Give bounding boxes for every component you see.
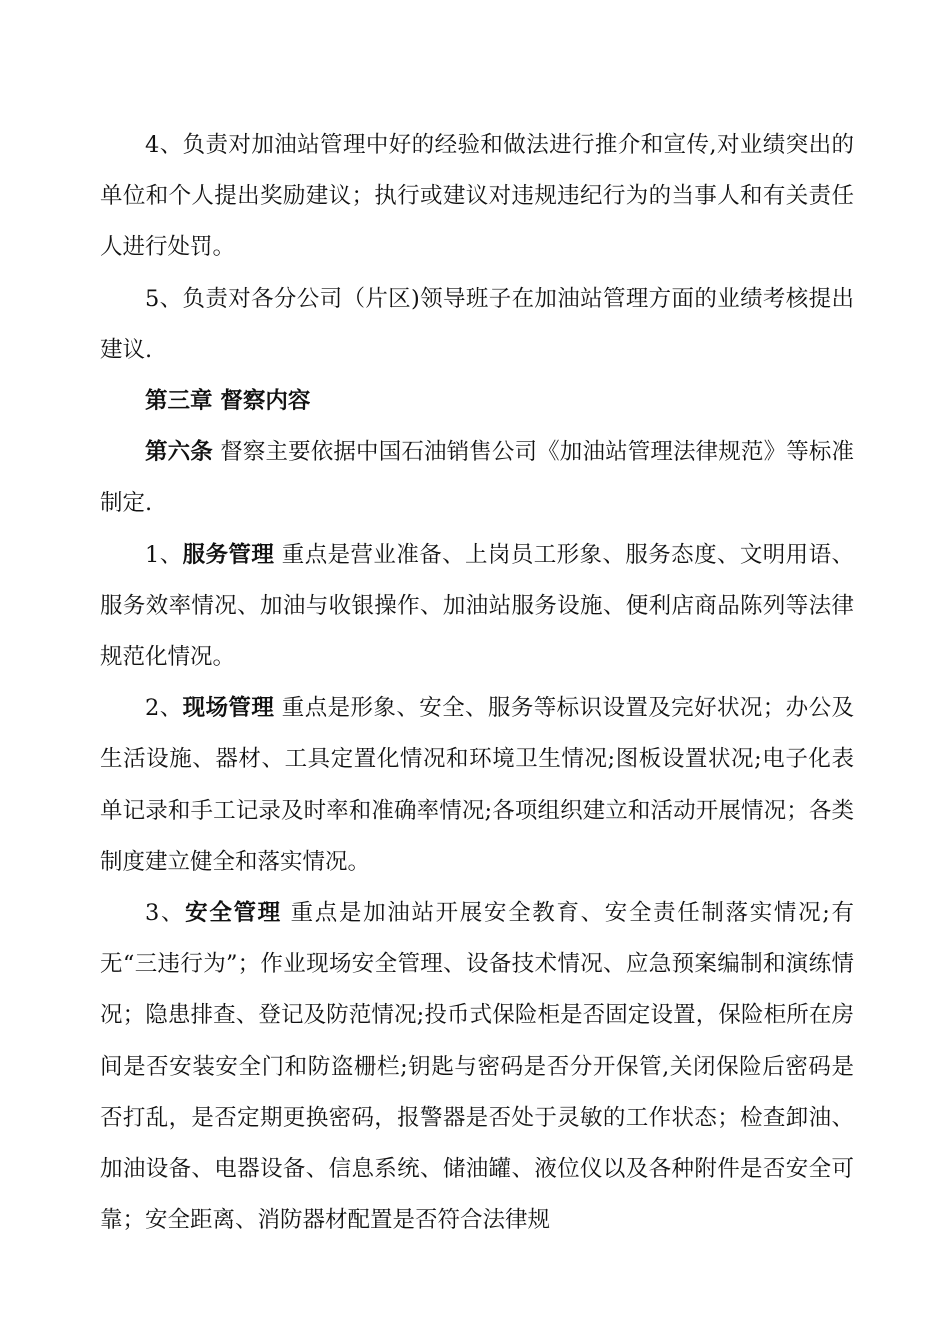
service-management-item [100, 530, 854, 684]
service-management-text: 重点是营业准备、上岗员工形象、服务态度、文明用语、服务效率情况、加油与收银操作、加油站服务设施、便利店商品陈列等法律规范化情况。 [100, 541, 854, 671]
safety-management-item [100, 888, 854, 1246]
safety-management-number: 3、 [145, 900, 186, 927]
service-management-number: 1、 [145, 541, 183, 568]
article-6 [100, 427, 854, 529]
site-management-item [100, 683, 854, 888]
safety-management-text: 重点是加油站开展安全教育、安全责任制落实情况;有无“三违行为”；作业现场安全管理、设备技术情况、应急预案编制和演练情况；隐患排查、登记及防范情况;投币式保险柜是否固定设置，保险柜所在房间是否安装安全门和防盗栅栏;钥匙与密码是否分开保管,关闭保险后密码是否打乱，是否定期更换密码，报警器是否处于灵敏的工作状态；检查卸油、加油设备、电器设备、信息系统、储油罐、液位仪以及各种附件是否安全可靠；安全距离、消防器材配置是否符合法律规 [100, 900, 854, 1234]
site-management-number: 2、 [145, 695, 183, 722]
chapter-heading: 第三章 督察内容 [145, 388, 311, 415]
service-management-label: 服务管理 [182, 541, 275, 568]
site-management-text: 重点是形象、安全、服务等标识设置及完好状况；办公及生活设施、器材、工具定置化情况和环境卫生情况;图板设置状况;电子化表单记录和手工记录及时率和准确率情况;各项组织建立和活动开展情况；各类制度建立健全和落实情况。 [100, 695, 854, 875]
article-6-text: 督察主要依据中国石油销售公司《加油站管理法律规范》等标准制定. [100, 439, 854, 517]
safety-management-label: 安全管理 [185, 900, 282, 927]
article-6-label: 第六条 [145, 439, 213, 466]
document-page [100, 120, 854, 1246]
site-management-label: 现场管理 [182, 695, 275, 722]
paragraph-item-5: 5、负责对各分公司（片区)领导班子在加油站管理方面的业绩考核提出建议. [100, 285, 854, 363]
paragraph-item-4: 4、负责对加油站管理中好的经验和做法进行推介和宣传,对业绩突出的单位和个人提出奖励建议；执行或建议对违规违纪行为的当事人和有关责任人进行处罚。 [100, 132, 854, 261]
